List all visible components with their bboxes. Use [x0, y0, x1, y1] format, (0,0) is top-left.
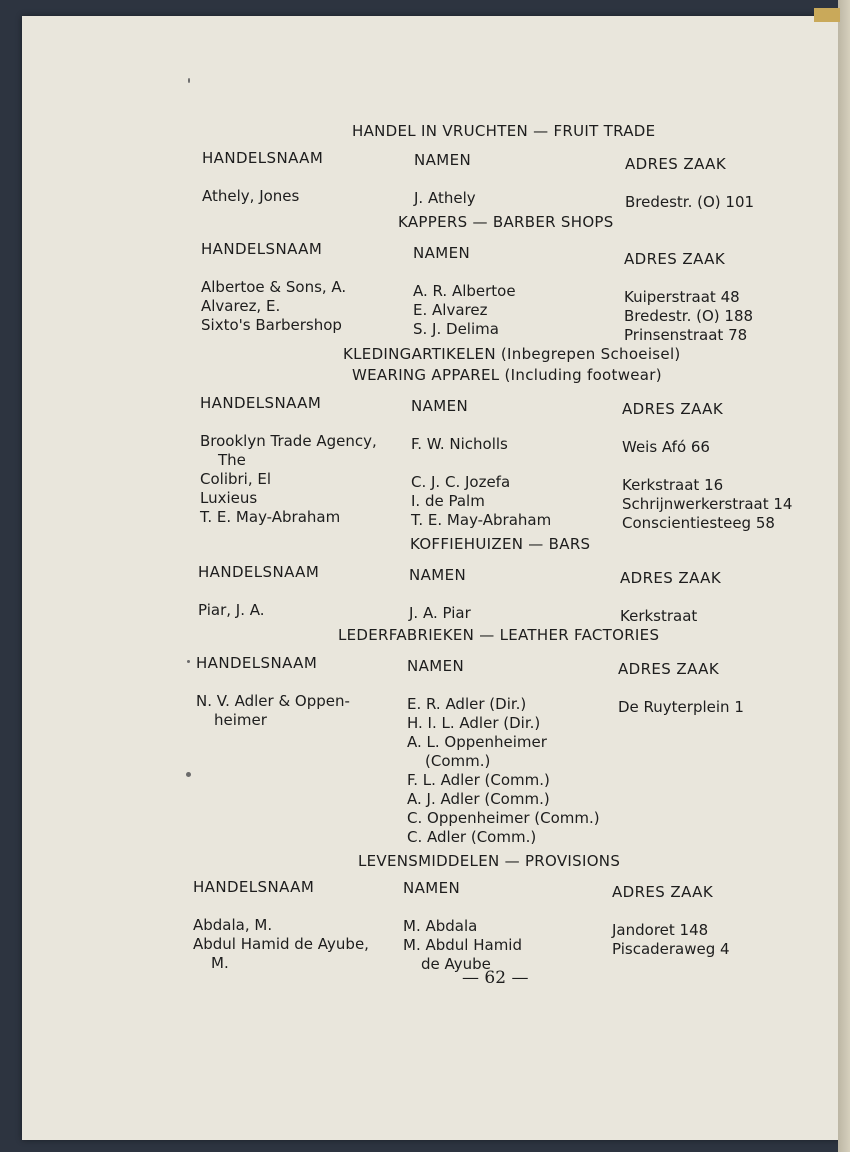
paper-speck — [187, 660, 190, 663]
address: Bredestr. (O) 188 — [624, 307, 754, 325]
trade-name: Athely, Jones — [202, 187, 300, 205]
address — [622, 457, 792, 476]
trade-name: Abdul Hamid de Ayube, — [193, 935, 369, 953]
person-name: E. R. Adler (Dir.) — [407, 695, 527, 713]
address: Kuiperstraat 48 — [624, 288, 740, 306]
person-name: S. J. Delima — [413, 320, 499, 338]
address: Schrijnwerkerstraat 14 — [622, 495, 793, 513]
page-number: — 62 — — [462, 968, 529, 988]
address-column — [624, 250, 753, 345]
persons-column — [409, 566, 471, 623]
person-name: J. A. Piar — [409, 604, 471, 622]
section-title-provisions: LEVENSMIDDELEN — PROVISIONS — [358, 852, 621, 870]
address-column — [618, 660, 744, 717]
col-header-handelsnaam: HANDELSNAAM — [198, 563, 320, 581]
col-header-namen: NAMEN — [414, 151, 472, 169]
names-column — [198, 563, 319, 620]
col-header-adres-zaak: ADRES ZAAK — [620, 569, 722, 587]
address: Kerkstraat 16 — [622, 476, 724, 494]
col-header-namen: NAMEN — [407, 657, 465, 675]
section-title-wearing-apparel-en: WEARING APPAREL (Including footwear) — [352, 366, 662, 384]
person-name: F. W. Nicholls — [411, 435, 508, 453]
trade-name-continued: heimer — [214, 711, 267, 729]
person-name: M. Abdul Hamid — [403, 936, 522, 954]
page-edge — [838, 0, 850, 1152]
names-column — [196, 654, 350, 730]
persons-column — [411, 397, 551, 530]
col-header-namen: NAMEN — [411, 397, 469, 415]
person-name: A. L. Oppenheimer — [407, 733, 547, 751]
col-header-namen: NAMEN — [409, 566, 467, 584]
col-header-namen: NAMEN — [413, 244, 471, 262]
names-column — [200, 394, 377, 527]
person-name: C. Oppenheimer (Comm.) — [407, 809, 600, 827]
trade-name: Sixto's Barbershop — [201, 316, 342, 334]
address: Weis Afó 66 — [622, 438, 710, 456]
trade-name-continued: The — [218, 451, 246, 469]
trade-name: N. V. Adler & Oppen- — [196, 692, 350, 710]
persons-column — [407, 657, 600, 847]
address: Conscientiesteeg 58 — [622, 514, 775, 532]
trade-name: Abdala, M. — [193, 916, 273, 934]
paper-speck — [188, 78, 190, 83]
section-title-bars: KOFFIEHUIZEN — BARS — [410, 535, 591, 553]
address-column — [622, 400, 792, 533]
address: De Ruyterplein 1 — [618, 698, 744, 716]
section-title-fruit-trade: HANDEL IN VRUCHTEN — FRUIT TRADE — [352, 122, 656, 140]
col-header-adres-zaak: ADRES ZAAK — [624, 250, 726, 268]
person-name: E. Alvarez — [413, 301, 488, 319]
names-column — [201, 240, 346, 335]
address: Jandoret 148 — [612, 921, 709, 939]
trade-name: Luxieus — [200, 489, 258, 507]
trade-name: Albertoe & Sons, A. — [201, 278, 347, 296]
col-header-namen: NAMEN — [403, 879, 461, 897]
paper-speck — [186, 772, 191, 777]
trade-name-continued: M. — [211, 954, 229, 972]
col-header-adres-zaak: ADRES ZAAK — [625, 155, 727, 173]
names-column — [202, 149, 323, 206]
address: Piscaderaweg 4 — [612, 940, 730, 958]
section-title-leather-factories: LEDERFABRIEKEN — LEATHER FACTORIES — [338, 626, 660, 644]
section-title-wearing-apparel-nl: KLEDINGARTIKELEN (Inbegrepen Schoeisel) — [343, 345, 681, 363]
person-name — [411, 454, 551, 473]
book-tab-marker — [814, 8, 840, 22]
address: Kerkstraat — [620, 607, 698, 625]
persons-column — [414, 151, 476, 208]
person-name: F. L. Adler (Comm.) — [407, 771, 550, 789]
person-name-continued: de Ayube — [421, 955, 491, 973]
trade-name: Piar, J. A. — [198, 601, 265, 619]
col-header-adres-zaak: ADRES ZAAK — [618, 660, 720, 678]
section-title-barber-shops: KAPPERS — BARBER SHOPS — [398, 213, 614, 231]
persons-column — [413, 244, 516, 339]
address-column — [625, 155, 754, 212]
col-header-handelsnaam: HANDELSNAAM — [201, 240, 323, 258]
person-name: I. de Palm — [411, 492, 485, 510]
address: Prinsenstraat 78 — [624, 326, 748, 344]
trade-name: Colibri, El — [200, 470, 272, 488]
col-header-handelsnaam: HANDELSNAAM — [202, 149, 324, 167]
person-name: A. R. Albertoe — [413, 282, 516, 300]
address-column — [612, 883, 730, 959]
persons-column — [403, 879, 522, 974]
person-name: C. Adler (Comm.) — [407, 828, 537, 846]
col-header-handelsnaam: HANDELSNAAM — [200, 394, 322, 412]
person-name: T. E. May-Abraham — [411, 511, 552, 529]
address: Bredestr. (O) 101 — [625, 193, 755, 211]
person-name-continued: (Comm.) — [425, 752, 491, 770]
person-name: M. Abdala — [403, 917, 478, 935]
person-name: J. Athely — [414, 189, 476, 207]
person-name: A. J. Adler (Comm.) — [407, 790, 550, 808]
trade-name: T. E. May-Abraham — [200, 508, 341, 526]
col-header-handelsnaam: HANDELSNAAM — [193, 878, 315, 896]
col-header-adres-zaak: ADRES ZAAK — [612, 883, 714, 901]
address-column — [620, 569, 721, 626]
trade-name: Brooklyn Trade Agency, — [200, 432, 377, 450]
col-header-handelsnaam: HANDELSNAAM — [196, 654, 318, 672]
col-header-adres-zaak: ADRES ZAAK — [622, 400, 724, 418]
person-name: H. I. L. Adler (Dir.) — [407, 714, 541, 732]
names-column — [193, 878, 369, 973]
person-name: C. J. C. Jozefa — [411, 473, 511, 491]
trade-name: Alvarez, E. — [201, 297, 281, 315]
